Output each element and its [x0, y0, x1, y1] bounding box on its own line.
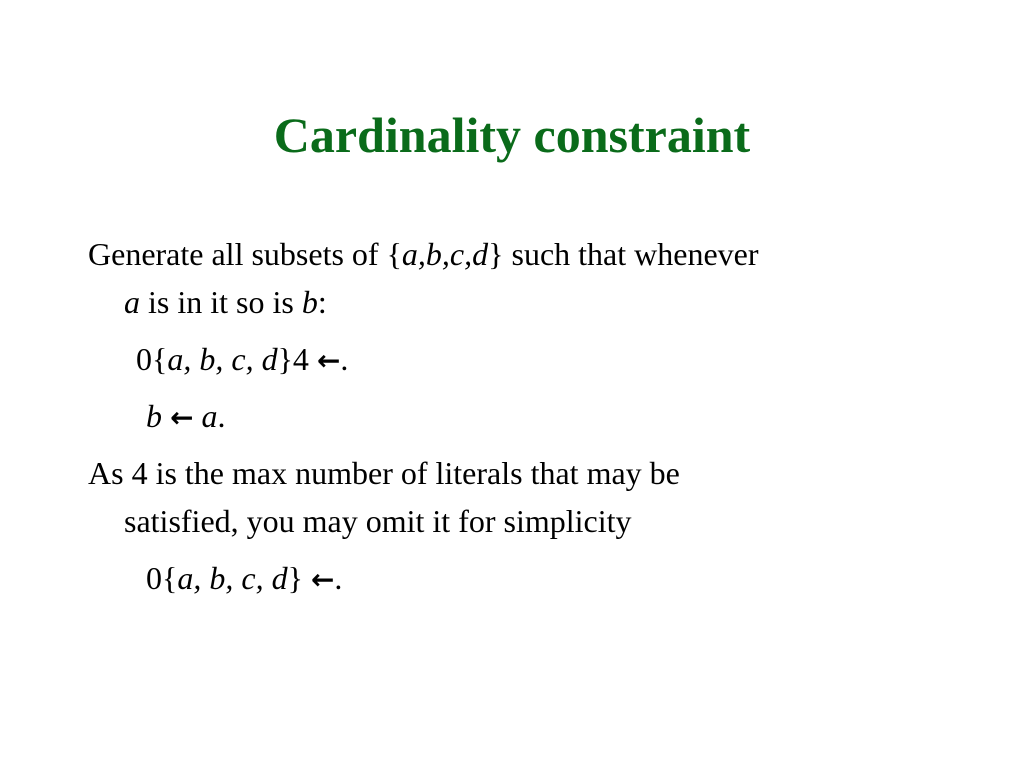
text-segment: is in it so is	[140, 284, 302, 320]
paragraph-1-line-2	[124, 282, 327, 322]
rule-body: a	[201, 398, 218, 434]
rule-terminator: .	[217, 398, 226, 434]
left-arrow-icon: ←	[310, 563, 335, 596]
rule-cardinality-bounded	[136, 339, 348, 381]
set-elements: a, b, c, d	[177, 560, 288, 596]
left-arrow-icon: ←	[170, 401, 194, 434]
upper-bound: }4	[277, 341, 317, 377]
paragraph-2-line-1: As 4 is the max number of literals that may be	[88, 455, 680, 491]
slide-title: Cardinality constraint	[273, 107, 751, 163]
text-segment: :	[317, 284, 327, 320]
text-segment: Generate all subsets of {	[88, 236, 402, 272]
upper-bound: }	[287, 560, 311, 596]
rule-head: b	[146, 398, 162, 434]
lower-bound: 0{	[136, 341, 168, 377]
text-segment: } such that whenever	[488, 236, 759, 272]
paragraph-2-line-2: satisfied, you may omit it for simplicity	[124, 503, 632, 539]
atom-a: a	[124, 284, 140, 320]
paragraph-1-line-1	[88, 234, 759, 274]
rule-terminator: .	[334, 560, 343, 596]
set-elements: a, b, c, d	[167, 341, 278, 377]
rule-b-if-a	[146, 396, 225, 438]
atom-b: b	[301, 284, 318, 320]
rule-cardinality-unbounded	[146, 558, 342, 600]
set-elements: a,b,c,d	[401, 236, 489, 272]
left-arrow-icon: ←	[316, 344, 341, 377]
rule-terminator: .	[340, 341, 349, 377]
lower-bound: 0{	[146, 560, 178, 596]
